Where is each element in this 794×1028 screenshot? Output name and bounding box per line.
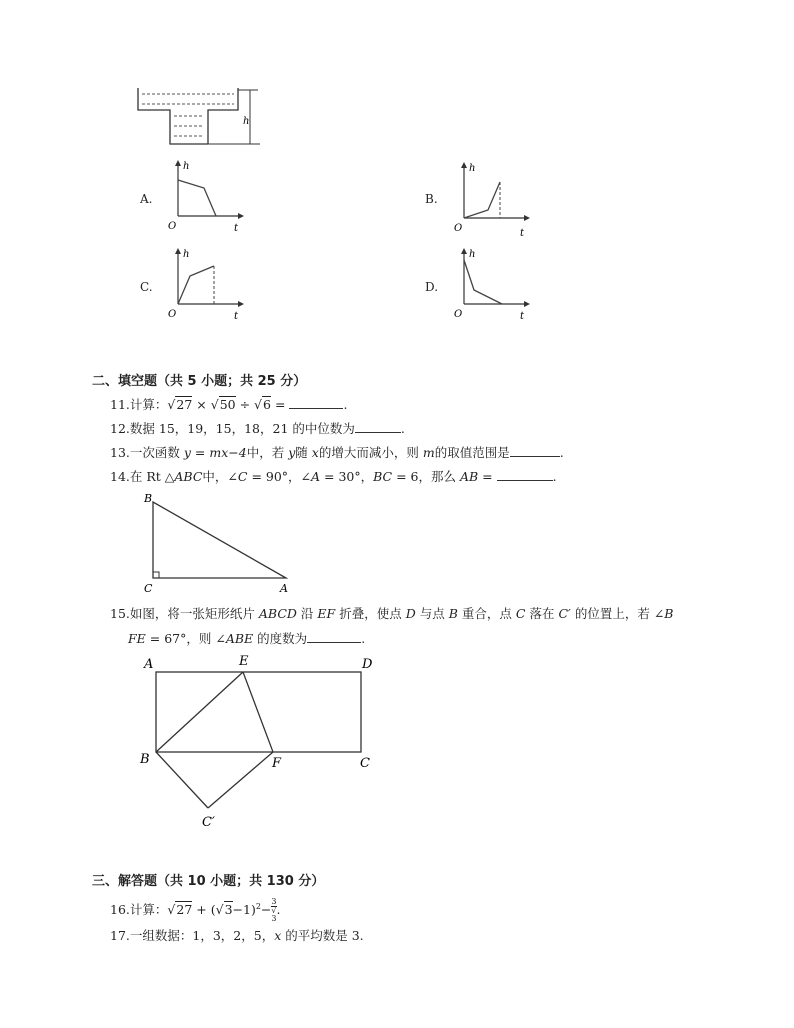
svg-text:A: A [280,582,288,594]
svg-text:h: h [183,161,190,172]
svg-text:B: B [140,752,150,767]
answer-blank[interactable] [510,444,560,457]
h-label: h [243,116,250,127]
question-14: 14.在 Rt △ABC中，∠C = 90°，∠A = 30°，BC = 6，那么 AB = . [110,469,557,484]
question-16: 16.计算：$√27 + (√3-1)^2-$ 3 √ 3 . [110,897,281,923]
question-15-line-1: 15.如图，将一张矩形纸片 ABCD 沿 EF 折叠，使点 D 与点 B 重合，点 C 落在 C′ 的位置上，若 ∠B [110,606,674,621]
question-17: 17.一组数据：1，3，2，5，x 的平均数是 3. [110,928,364,943]
answer-blank[interactable] [289,396,343,409]
svg-text:h: h [469,163,476,174]
triangle-abc-figure [140,490,300,594]
svg-text:O: O [168,221,177,232]
option-c-label: C. [140,280,153,294]
answer-blank[interactable] [355,420,401,433]
section-2-title: 二、填空题（共 5 小题；共 25 分） [92,374,307,389]
svg-text:h: h [183,249,190,260]
option-d-graph [446,246,536,322]
svg-text:t: t [520,311,525,322]
option-c-graph [160,246,250,322]
svg-text:t: t [520,228,525,236]
svg-text:t: t [234,311,239,322]
question-15-line-2: FE = 67°，则 ∠ABE 的度数为 . [128,631,366,646]
question-12: 12.数据 15，19，15，18，21 的中位数为 . [110,421,405,436]
svg-text:D: D [362,657,373,672]
container-figure [130,80,270,150]
question-13: 13.一次函数 y = mx−4中，若 y随 x的增大而减小，则 m的取值范围是 . [110,445,564,460]
option-a-label: A. [140,192,153,206]
option-b-label: B. [425,192,438,206]
svg-text:F: F [272,756,282,771]
folded-rectangle-figure [136,650,386,835]
svg-text:C′: C′ [202,815,215,830]
svg-text:B: B [144,492,153,505]
svg-text:O: O [168,309,177,320]
svg-text:O: O [454,309,463,320]
svg-text:C: C [360,756,370,771]
answer-blank[interactable] [497,468,553,481]
svg-text:A: A [144,657,154,672]
svg-text:h: h [469,249,476,260]
option-d-label: D. [425,280,439,294]
svg-text:E: E [239,654,249,669]
answer-blank[interactable] [307,630,361,643]
option-b-graph [446,160,536,236]
svg-text:C: C [144,582,153,594]
svg-text:t: t [234,223,239,234]
option-a-graph [160,158,250,234]
question-11: 11.计算：√27 × √50 ÷ √6 = . [110,397,348,412]
svg-text:O: O [454,223,463,234]
section-3-title: 三、解答题（共 10 小题；共 130 分） [92,874,325,889]
